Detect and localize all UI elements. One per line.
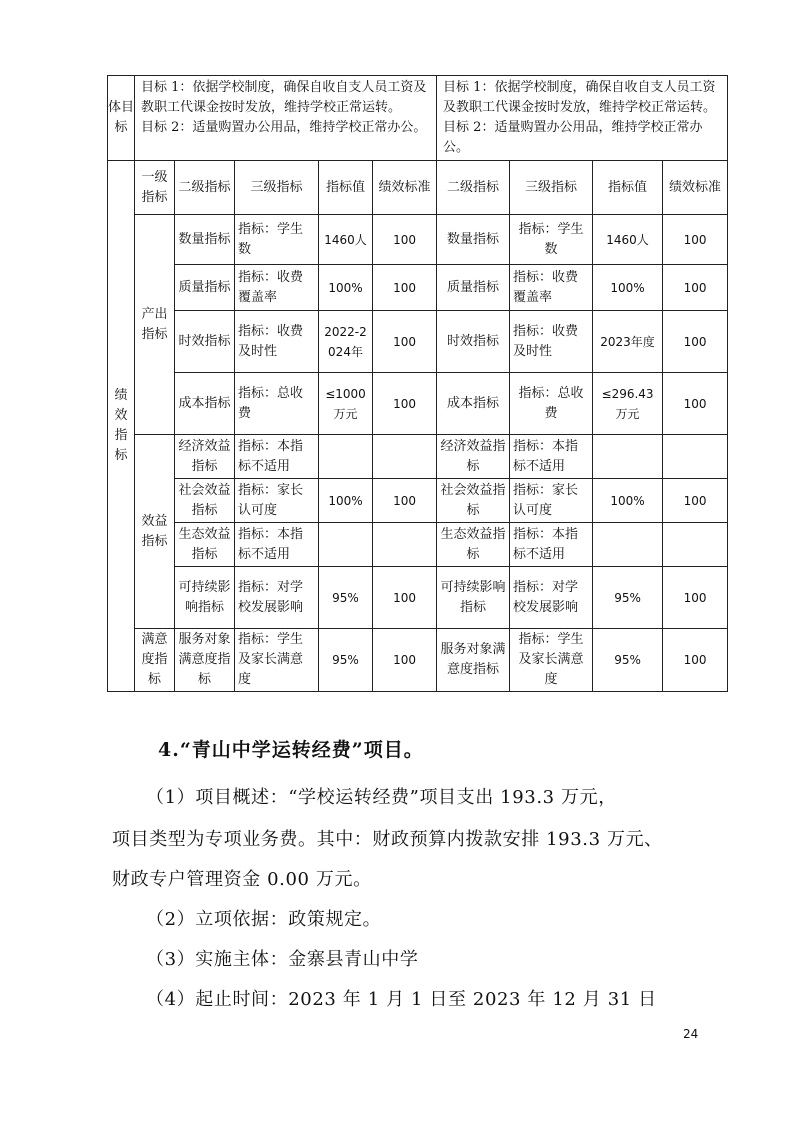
goal-row-label: 体目标 — [108, 76, 135, 161]
section-heading: 4.“青山中学运转经费”项目。 — [158, 739, 424, 761]
row-value-right — [593, 435, 663, 479]
row-l2: 可持续影响指标 — [175, 567, 235, 629]
row-standard-right: 100 — [663, 567, 728, 629]
row-standard: 100 — [373, 311, 437, 373]
row-l3-right: 指标：收费及时性 — [510, 311, 593, 373]
row-standard-right: 100 — [663, 265, 728, 311]
row-l3-right: 指标：本指标不适用 — [510, 523, 593, 567]
header-level1: 一级指标 — [135, 161, 175, 215]
row-standard-right — [663, 435, 728, 479]
row-l3-right: 指标：学生数 — [510, 215, 593, 265]
page-number: 24 — [683, 1027, 699, 1041]
row-l2: 成本指标 — [175, 373, 235, 435]
row-l2-right: 成本指标 — [437, 373, 510, 435]
row-standard-right: 100 — [663, 629, 728, 692]
row-standard: 100 — [373, 373, 437, 435]
goal-right — [437, 76, 728, 161]
row-l3-right: 指标：对学校发展影响 — [510, 567, 593, 629]
row-l3-right: 指标：本指标不适用 — [510, 435, 593, 479]
subject-paragraph: （3）实施主体：金寨县青山中学 — [146, 949, 419, 970]
row-l2-right: 时效指标 — [437, 311, 510, 373]
row-value — [319, 435, 373, 479]
row-l3: 指标：收费及时性 — [235, 311, 319, 373]
row-value-right: 95% — [593, 567, 663, 629]
goal-left — [135, 76, 437, 161]
row-value-right: 100% — [593, 265, 663, 311]
row-l3: 指标：对学校发展影响 — [235, 567, 319, 629]
goal-left-2: 目标 2：适量购置办公用品，维持学校正常办公。 — [141, 120, 427, 135]
row-standard: 100 — [373, 265, 437, 311]
header-level3-right: 三级指标 — [510, 161, 593, 215]
row-value-right: 100% — [593, 479, 663, 523]
row-l3: 指标：学生及家长满意度 — [235, 629, 319, 692]
header-standard-right: 绩效标准 — [663, 161, 728, 215]
row-l2-right: 社会效益指标 — [437, 479, 510, 523]
row-value: ≤1000万元 — [319, 373, 373, 435]
row-l2: 质量指标 — [175, 265, 235, 311]
row-l3-right: 指标：学生及家长满意度 — [510, 629, 593, 692]
row-value — [319, 523, 373, 567]
performance-table — [107, 75, 728, 692]
row-l2: 时效指标 — [175, 311, 235, 373]
row-l2: 社会效益指标 — [175, 479, 235, 523]
row-l2: 经济效益指标 — [175, 435, 235, 479]
row-l3: 指标：本指标不适用 — [235, 523, 319, 567]
row-l2-right: 服务对象满意度指标 — [437, 629, 510, 692]
row-l2-right: 可持续影响指标 — [437, 567, 510, 629]
overview-line-3: 财政专户管理资金 0.00 万元。 — [112, 869, 372, 890]
row-value-right: 95% — [593, 629, 663, 692]
row-l2-right: 生态效益指标 — [437, 523, 510, 567]
row-l2: 数量指标 — [175, 215, 235, 265]
header-standard: 绩效标准 — [373, 161, 437, 215]
goal-left-1: 目标 1：依据学校制度，确保自收自支人员工资及教职工代课金按时发放，维持学校正常运转。 — [141, 80, 427, 115]
group-output: 产出指标 — [135, 215, 175, 435]
header-level2: 二级指标 — [175, 161, 235, 215]
row-value: 100% — [319, 479, 373, 523]
basis-paragraph: （2）立项依据：政策规定。 — [146, 909, 382, 930]
row-value-right: 2023年度 — [593, 311, 663, 373]
overview-line-2: 项目类型为专项业务费。其中：财政预算内拨款安排 193.3 万元、 — [112, 829, 663, 850]
row-value: 95% — [319, 629, 373, 692]
row-standard-right: 100 — [663, 373, 728, 435]
row-standard-right: 100 — [663, 215, 728, 265]
header-value-right: 指标值 — [593, 161, 663, 215]
row-l2: 生态效益指标 — [175, 523, 235, 567]
row-l3: 指标：本指标不适用 — [235, 435, 319, 479]
goal-right-1: 目标 1：依据学校制度，确保自收自支人员工资及教职工代课金按时发放，维持学校正常运转。 — [443, 80, 717, 115]
row-value: 2022-2024年 — [319, 311, 373, 373]
row-value-right — [593, 523, 663, 567]
row-l2-right: 经济效益指标 — [437, 435, 510, 479]
row-standard-right: 100 — [663, 479, 728, 523]
row-value: 100% — [319, 265, 373, 311]
row-value: 95% — [319, 567, 373, 629]
row-l3-right: 指标：家长认可度 — [510, 479, 593, 523]
header-value: 指标值 — [319, 161, 373, 215]
row-l3: 指标：总收费 — [235, 373, 319, 435]
row-standard: 100 — [373, 629, 437, 692]
header-level3: 三级指标 — [235, 161, 319, 215]
row-standard: 100 — [373, 479, 437, 523]
row-standard-right: 100 — [663, 311, 728, 373]
row-l3-right: 指标：收费覆盖率 — [510, 265, 593, 311]
row-l2: 服务对象满意度指标 — [175, 629, 235, 692]
row-standard: 100 — [373, 567, 437, 629]
row-l3: 指标：家长认可度 — [235, 479, 319, 523]
row-value-right: ≤296.43万元 — [593, 373, 663, 435]
row-l3: 指标：学生数 — [235, 215, 319, 265]
period-paragraph: （4）起止时间：2023 年 1 月 1 日至 2023 年 12 月 31 日 — [146, 989, 657, 1010]
row-l3-right: 指标：总收费 — [510, 373, 593, 435]
row-standard — [373, 435, 437, 479]
row-standard — [373, 523, 437, 567]
row-value-right: 1460人 — [593, 215, 663, 265]
overview-line-1: （1）项目概述：“学校运转经费”项目支出 193.3 万元， — [146, 787, 617, 808]
section-label: 绩效指标 — [108, 161, 135, 692]
goal-right-2: 目标 2：适量购置办公用品，维持学校正常办公。 — [443, 120, 703, 155]
row-standard: 100 — [373, 215, 437, 265]
group-benefit: 效益指标 — [135, 435, 175, 629]
row-l2-right: 质量指标 — [437, 265, 510, 311]
row-l2-right: 数量指标 — [437, 215, 510, 265]
row-standard-right — [663, 523, 728, 567]
header-level2-right: 二级指标 — [437, 161, 510, 215]
group-satisfaction: 满意度指标 — [135, 629, 175, 692]
row-value: 1460人 — [319, 215, 373, 265]
row-l3: 指标：收费覆盖率 — [235, 265, 319, 311]
